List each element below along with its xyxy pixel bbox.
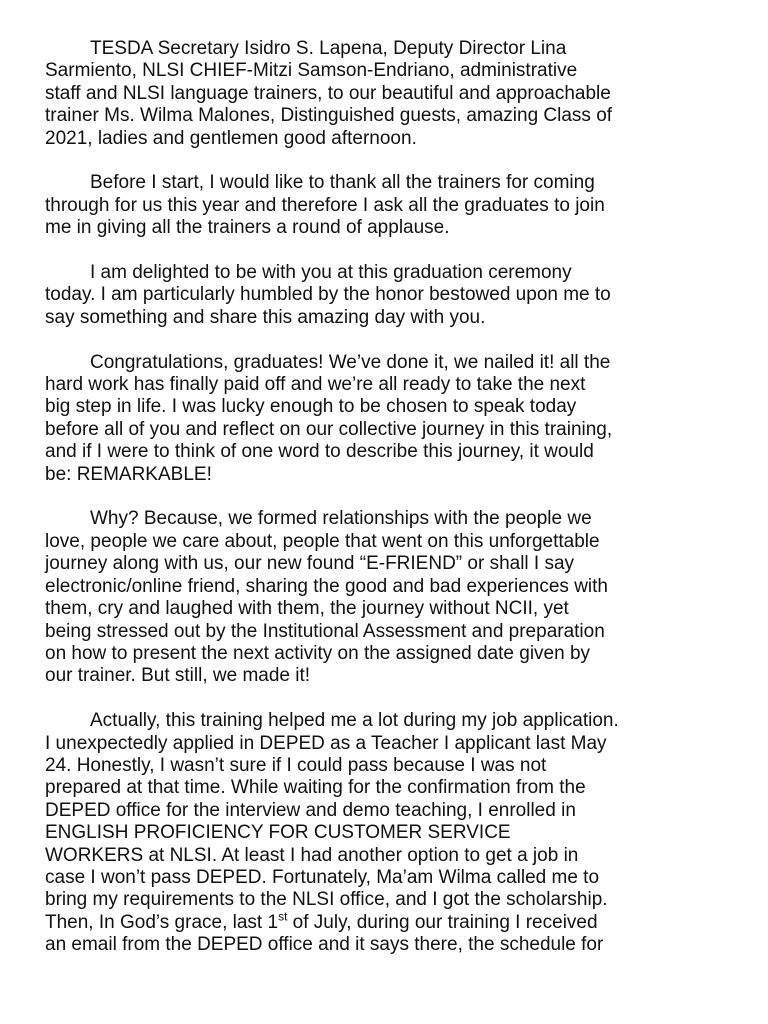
paragraph-job-application: [45, 710, 735, 956]
paragraph-why: Why? Because, we formed relationships with the people we love, people we care about, people that went on this unforgettable journey along with us, our new found “E-FRIEND” or shall I say electronic/online friend, sharing the good and bad experiences with them, cry and laughed with them, the journey without NCII, yet being stressed out by the Institutional Assessment and preparation on how to present the next activity on the assigned date given by our trainer. But still, we made it!: [45, 508, 608, 687]
paragraph-thanks: Before I start, I would like to thank all the trainers for coming through for us this year and therefore I ask all the graduates to join me in giving all the trainers a round of applause.: [45, 172, 605, 239]
speech-text: [45, 38, 735, 957]
paragraph-salutation: TESDA Secretary Isidro S. Lapena, Deputy Director Lina Sarmiento, NLSI CHIEF-Mitzi Samson-Endriano, administrative staff and NLSI language trainers, to our beautiful and approachable trainer Ms. Wilma Malones, Distinguished guests, amazing Class of 2021, ladies and gentlemen good afternoon.: [45, 38, 613, 149]
paragraph-text-part-2: of July, during our training I received an email from the DEPED office and it says there, the schedule for: [45, 911, 604, 956]
paragraph-congratulations: Congratulations, graduates! We’ve done it, we nailed it! all the hard work has finally paid off and we’re all ready to take the next big step in life. I was lucky enough to be chosen to speak today before all of you and reflect on our collective journey in this training, and if I were to think of one word to describe this journey, it would be: REMARKABLE!: [45, 351, 613, 485]
paragraph-text-part-1: Actually, this training helped me a lot during my job application. I unexpectedly applied in DEPED as a Teacher I applicant last May 24. Honestly, I wasn’t sure if I could pass because I was not prepared at that time. While waiting for the confirmation from the DEPED office for the interview and demo teaching, I enrolled in ENGLISH PROFICIENCY FOR CUSTOMER SERVICE WORKERS at NLSI. At least I had another option to get a job in case I won’t pass DEPED. Fortunately, Ma’am Wilma called me to bring my requirements to the NLSI office, and I got the scholarship. Then, In God’s grace, last 1: [45, 710, 619, 933]
paragraph-delighted: I am delighted to be with you at this graduation ceremony today. I am particularly humbled by the honor bestowed upon me to say something and share this amazing day with you.: [45, 262, 611, 328]
ordinal-superscript: st: [278, 909, 288, 924]
